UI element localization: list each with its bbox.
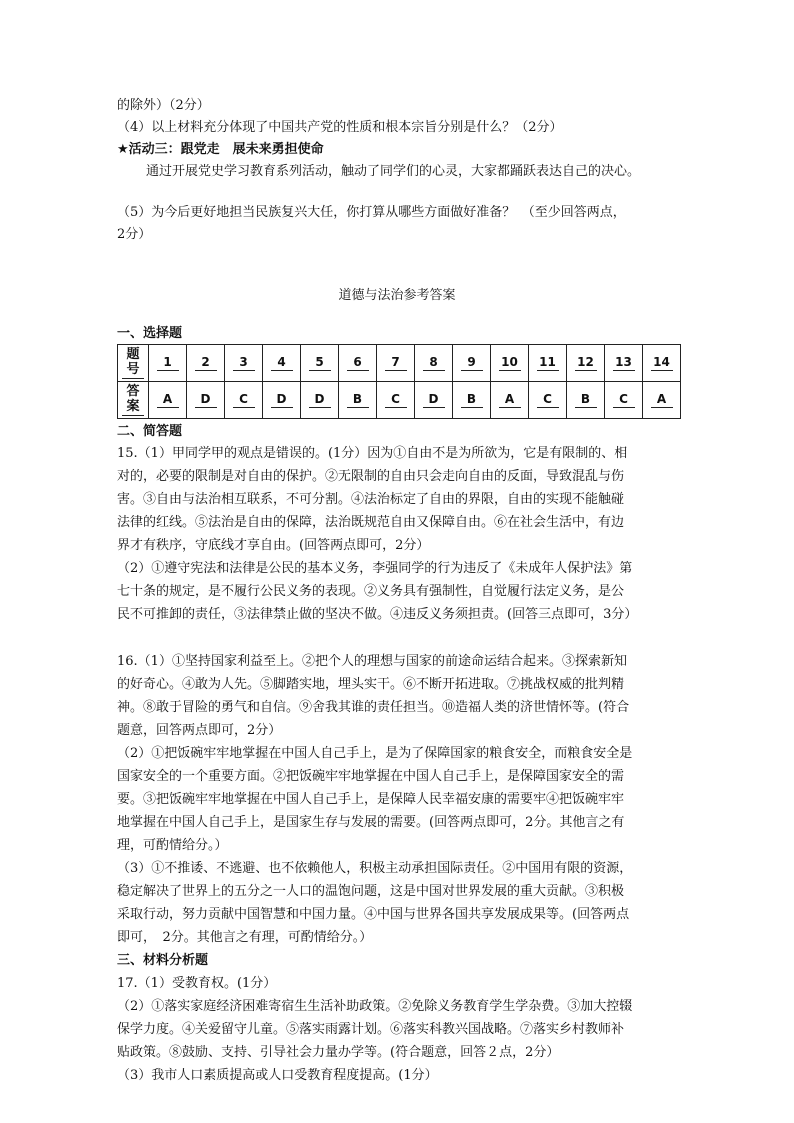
table-cell: 5 [301, 345, 339, 382]
q15-line: 法律的红线。⑤法治是自由的保障，法治既规范自由又保障自由。⑥在社会生活中，有边 [117, 515, 625, 530]
table-cell: 7 [377, 345, 415, 382]
q15-line: 七十条的规定，是不履行公民义务的表现。②义务具有强制性，自觉履行法定义务，是公 [117, 584, 625, 599]
answer-table [117, 344, 681, 419]
table-cell: D [301, 382, 339, 419]
q16-line: 即可， 2分。其他言之有理，可酌情给分。） [117, 930, 373, 945]
section-choice-heading: 一、选择题 [117, 326, 183, 341]
q16-line: 理，可酌情给分。） [117, 838, 228, 853]
table-cell: 11 [529, 345, 567, 382]
q15-line: 害。③自由与法治相互联系，不可分割。④法治标定了自由的界限，自由的实现不能触碰 [117, 492, 625, 507]
activity3-text: 通过开展党史学习教育系列活动，触动了同学们的心灵，大家都踊跃表达自己的决心。 [146, 164, 641, 179]
q15-line: 民不可推卸的责任，③法律禁止做的坚决不做。④违反义务须担责。(回答三点即可，3分） [117, 607, 638, 622]
table-cell: 3 [225, 345, 263, 382]
q16-line: 地掌握在中国人自己手上，是国家生存与发展的需要。(回答两点即可，2分。其他言之有 [117, 815, 625, 830]
q15-line: 界才有秩序，守底线才享自由。(回答两点即可，2分） [117, 538, 430, 553]
row-header-number: 题 号 [118, 345, 149, 382]
question-5-line2: 2分） [117, 227, 152, 242]
q17-line: 17.（1）受教育权。(1分） [117, 976, 277, 991]
table-cell: C [377, 382, 415, 419]
table-cell: 12 [567, 345, 605, 382]
section-short-answer-heading: 二、简答题 [117, 424, 183, 439]
q17-line: 保学力度。④关爱留守儿童。⑤落实雨露计划。⑥落实科教兴国战略。⑦落实乡村教师补 [117, 1022, 625, 1037]
q15-line: 15.（1）甲同学甲的观点是错误的。(1分）因为①自由不是为所欲为，它是有限制的、相 [117, 446, 628, 461]
row-header-answer: 答 案 [118, 382, 149, 419]
table-cell: B [339, 382, 377, 419]
table-cell: A [491, 382, 529, 419]
table-cell: 9 [453, 345, 491, 382]
q17-line: （3）我市人口素质提高或人口受教育程度提高。(1分） [117, 1068, 438, 1083]
table-row-numbers [118, 345, 681, 382]
table-cell: 1 [149, 345, 187, 382]
section-material-analysis-heading: 三、材料分析题 [117, 953, 209, 968]
text-line: 的除外）（2分） [117, 98, 210, 113]
table-cell: 8 [415, 345, 453, 382]
q16-line: 要。③把饭碗牢牢地掌握在中国人自己手上，是保障人民幸福安康的需要牢④把饭碗牢牢 [117, 792, 625, 807]
q16-line: （2）①把饭碗牢牢地掌握在中国人自己手上，是为了保障国家的粮食安全，而粮食安全是 [117, 746, 633, 761]
question-4: （4）以上材料充分体现了中国共产党的性质和根本宗旨分别是什么？（2分） [117, 120, 563, 135]
table-cell: A [149, 382, 187, 419]
table-cell: 10 [491, 345, 529, 382]
question-5-line1: （5）为今后更好地担当民族复兴大任，你打算从哪些方面做好准备？ （至少回答两点， [117, 205, 626, 220]
table-cell: 13 [605, 345, 643, 382]
q17-line: （2）①落实家庭经济困难寄宿生生活补助政策。②免除义务教育学生学杂费。③加大控辍 [117, 999, 633, 1014]
table-cell: C [605, 382, 643, 419]
activity3-title: ★活动三：跟党走 展未来勇担使命 [117, 142, 324, 157]
table-cell: C [225, 382, 263, 419]
q16-line: 稳定解决了世界上的五分之一人口的温饱问题，这是中国对世界发展的重大贡献。③积极 [117, 884, 625, 899]
table-cell: B [567, 382, 605, 419]
q16-line: 16.（1）①坚持国家利益至上。②把个人的理想与国家的前途命运结合起来。③探索新知 [117, 654, 627, 669]
table-row-answers [118, 382, 681, 419]
table-cell: A [643, 382, 681, 419]
answer-title: 道德与法治参考答案 [338, 288, 456, 303]
q16-line: 题意，回答两点即可，2分） [117, 723, 282, 738]
table-cell: 6 [339, 345, 377, 382]
table-cell: D [187, 382, 225, 419]
table-cell: 2 [187, 345, 225, 382]
q15-line: （2）①遵守宪法和法律是公民的基本义务，李强同学的行为违反了《未成年人保护法》第 [117, 561, 633, 576]
q16-line: 国家安全的一个重要方面。②把饭碗牢牢地掌握在中国人自己手上，是保障国家安全的需 [117, 769, 625, 784]
table-cell: D [263, 382, 301, 419]
q16-line: 采取行动，努力贡献中国智慧和中国力量。④中国与世界各国共享发展成果等。(回答两点 [117, 907, 630, 922]
q16-line: 神。⑧敢于冒险的勇气和自信。⑨舍我其谁的责任担当。⑩造福人类的济世情怀等。(符合 [117, 700, 630, 715]
q16-line: 的好奇心。④敢为人先。⑤脚踏实地，埋头实干。⑥不断开拓进取。⑦挑战权威的批判精 [117, 677, 625, 692]
q17-line: 贴政策。⑧鼓励、支持、引导社会力量办学等。(符合题意，回答２点，2分） [117, 1045, 560, 1060]
q15-line: 对的，必要的限制是对自由的保护。②无限制的自由只会走向自由的反面，导致混乱与伤 [117, 469, 625, 484]
table-cell: 4 [263, 345, 301, 382]
q16-line: （3）①不推诿、不逃避、也不依赖他人，积极主动承担国际责任。②中国用有限的资源， [117, 861, 633, 876]
table-cell: 14 [643, 345, 681, 382]
table-cell: C [529, 382, 567, 419]
table-cell: D [415, 382, 453, 419]
table-cell: B [453, 382, 491, 419]
